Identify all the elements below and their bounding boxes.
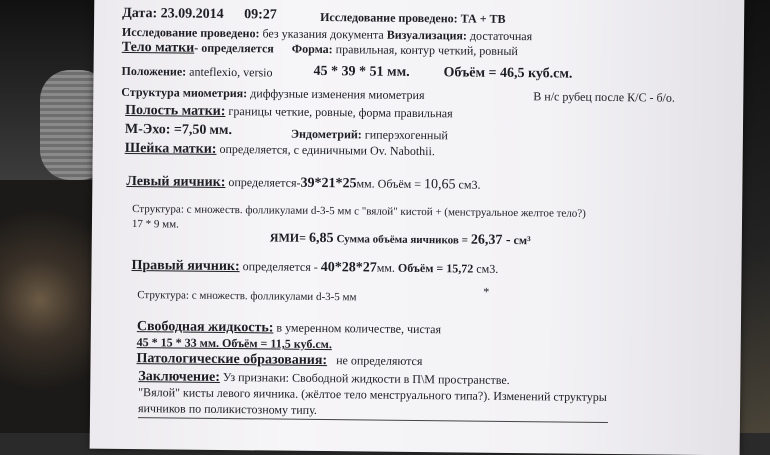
position-value: anteflexio, versio: [189, 64, 273, 80]
left-ovary-volume-unit: см3.: [458, 177, 481, 192]
cervix-line: [125, 141, 435, 160]
right-ovary-label: Правый яичник:: [131, 258, 240, 275]
left-ovary-volume: 10,65: [423, 177, 456, 193]
study-method: Исследование проведено: ТА + ТВ: [320, 9, 506, 26]
left-ovary-unit: мм. Объём =: [356, 176, 425, 192]
free-fluid-label: Свободная жидкость:: [136, 319, 274, 336]
signature-rule: [138, 417, 608, 423]
study-doc-label: Исследование проведено:: [121, 24, 260, 41]
left-ovary-structure: Структура: с множеств. фолликулами d-3-5 мм с "вялой" кистой + (менструальное желтое тело?): [132, 203, 586, 220]
left-ovary-line: [126, 174, 480, 194]
ultrasound-report-sheet: [90, 0, 745, 455]
position-line: [121, 64, 272, 81]
free-fluid-value: в умеренном количестве, чистая: [276, 320, 442, 337]
study-doc-value: без указания документа: [262, 26, 384, 42]
right-ovary-line: [131, 258, 498, 278]
right-ovary-volume-unit: см3.: [476, 261, 499, 276]
right-ovary-structure: Структура: с множеств. фолликулами d-3-5 мм: [137, 289, 357, 304]
m-echo-unit: мм.: [209, 122, 233, 139]
sum-value: 26,37 -: [470, 232, 511, 248]
scar-note: В н/с рубец после К/С - б/о.: [533, 89, 675, 105]
cervix-value: определяется, с единичными Ov. Nabothii.: [219, 141, 435, 159]
conclusion-text-1: Уз признаки: Свободной жидкости в П\М пространстве.: [222, 369, 510, 387]
right-ovary-unit: мм.: [376, 260, 396, 275]
sum-label: Сумма объёма яичников =: [336, 233, 468, 247]
endometrium-line: [291, 127, 448, 144]
uterus-value: - определяется: [194, 40, 274, 56]
form-value: правильная, контур четкий, ровный: [335, 42, 518, 59]
right-ovary-volume: Объём = 15,72: [397, 260, 474, 276]
endometrium-label: Эндометрий:: [290, 126, 362, 142]
visualization-value: достаточная: [469, 28, 533, 44]
cavity-value: границы четкие, ровные, форма правильная: [228, 104, 453, 121]
left-ovary-dims: 39*21*25: [300, 175, 357, 192]
sum-unit: см³: [513, 233, 531, 248]
cervix-label: Шейка матки:: [124, 140, 217, 157]
pathology-line: [136, 351, 422, 370]
myometrium-line: [121, 85, 424, 103]
position-label: Положение:: [121, 63, 187, 79]
visualization-label: Визуализация:: [386, 27, 468, 43]
free-fluid-dims: 45 * 15 * 33 мм. Объём = 11,5 куб.см.: [136, 335, 332, 352]
endometrium-value: гиперэхогенный: [364, 127, 448, 143]
conclusion-label: Заключение:: [138, 369, 221, 385]
pathology-value: не определяются: [336, 353, 423, 369]
cavity-line: [125, 103, 453, 122]
uterus-line: [122, 40, 518, 60]
conclusion-text-3: яичников по поликистозному типу.: [137, 401, 317, 417]
left-ovary-structure-cont: 17 * 9 мм.: [131, 218, 179, 231]
yami-label: ЯМИ=: [269, 230, 307, 245]
asterisk-mark: *: [483, 284, 490, 299]
report-time: 09:27: [244, 7, 277, 23]
form-label: Форма:: [291, 41, 333, 57]
uterus-dimensions: 45 * 39 * 51 мм.: [313, 63, 410, 80]
m-echo-value: М-Эхо: =7,50: [124, 121, 207, 138]
right-ovary-value: определяется -: [242, 259, 318, 274]
left-ovary-value: определяется-: [228, 175, 301, 190]
conclusion-text-2: "Вялой" кисты левого яичника. (жёлтое тело менструального типа?). Изменений структуры: [138, 385, 607, 404]
myometrium-value: диффузные изменения миометрия: [250, 86, 425, 103]
uterus-label: Тело матки: [121, 39, 195, 56]
right-ovary-dims: 40*28*27: [320, 259, 377, 276]
cavity-label: Полость матки:: [125, 102, 226, 119]
uterus-volume: Объём = 46,5 куб.см.: [443, 65, 573, 82]
pathology-label: Патологические образования:: [136, 351, 328, 369]
ovary-summary-line: [270, 230, 531, 249]
myometrium-label: Структура миометрия:: [121, 84, 248, 101]
yami-value: 6,85: [308, 230, 334, 247]
report-date: Дата: 23.09.2014: [122, 5, 224, 22]
left-ovary-label: Левый яичник:: [126, 173, 226, 190]
m-echo-line: [125, 122, 232, 139]
